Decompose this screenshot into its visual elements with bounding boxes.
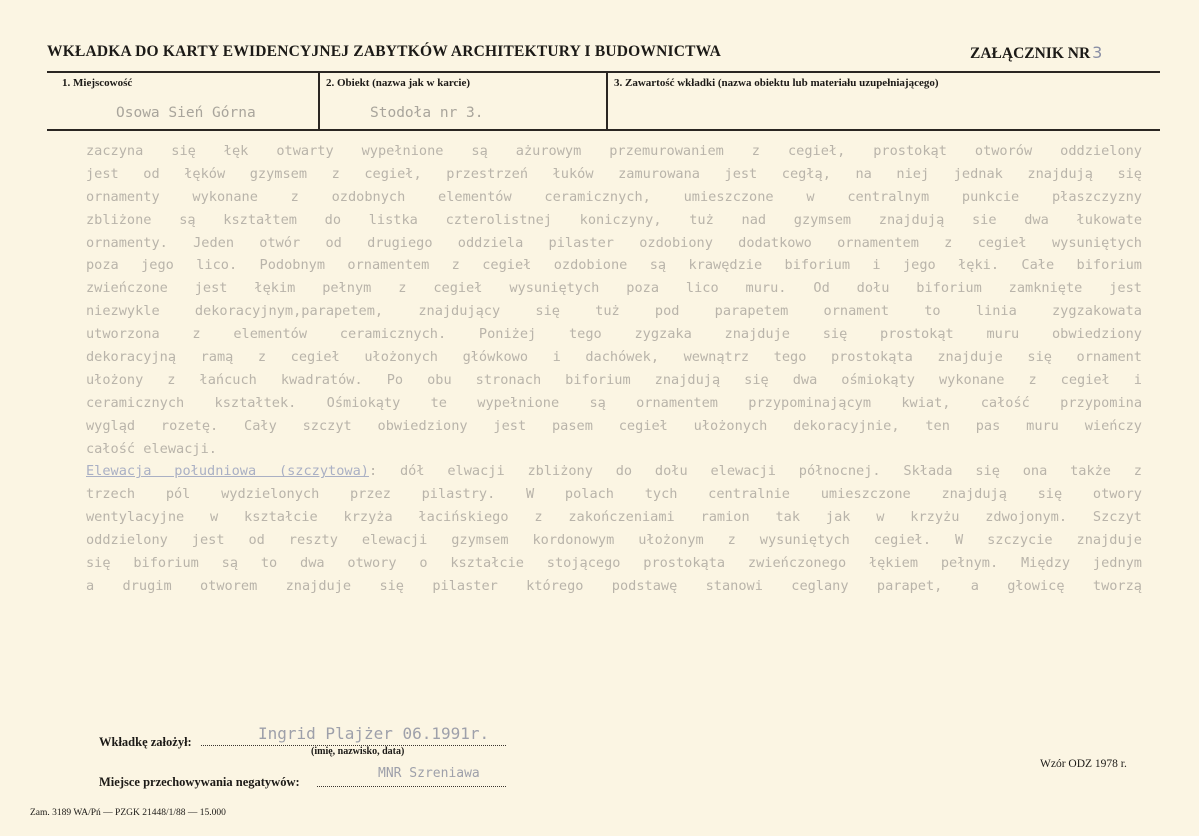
text-line: ceramicznych kształtek. Ośmiokąty te wypełnione są ornamentem przypominającym kwiat, całość przypomina <box>86 394 1142 411</box>
section-heading: Elewacja południowa (szczytowa) <box>86 463 369 480</box>
locality-value: Osowa Sień Górna <box>116 105 256 121</box>
object-value: Stodoła nr 3. <box>370 105 484 121</box>
text-line: ornamenty. Jeden otwór od drugiego oddziela pilaster ozdobiony dodatkowo ornamentem z cegieł wysuniętych <box>86 234 1142 251</box>
text-line: wentylacyjne w kształcie krzyża łacińskiego z zakończeniami ramion tak jak w krzyżu zdwojonym. Szczyt <box>86 509 1142 526</box>
text-line: zbliżone są kształtem do listka czterolistnej koniczyny, tuż nad gzymsem znajdują sie dwa łukowate <box>86 211 1142 228</box>
annex-number <box>970 43 1102 63</box>
text-line: jest od łęków gzymsem z cegieł, przestrzeń łuków zamurowana jest cegłą, na niej jednak znajdują się <box>86 165 1142 182</box>
negatives-value: MNR Szreniawa <box>378 766 480 781</box>
text-line: dekoracyjną ramą z cegieł ułożonych główkowo i dachówek, wewnątrz tego prostokąta znajduje się ornament <box>86 349 1142 366</box>
text-line: oddzielony jest od reszty elewacji gzymsem kordonowym ułożonym z wysuniętych cegieł. W szczycie znajduje <box>86 532 1142 549</box>
section-first-line: : dół elwacji zbliżony do dołu elewacji północnej. Składa się ona także z <box>368 463 1142 480</box>
header-title: WKŁADKA DO KARTY EWIDENCYJNEJ ZABYTKÓW ARCHITEKTURY I BUDOWNICTWA <box>47 43 722 60</box>
text-line: trzech pól wydzielonych przez pilastry. W polach tych centralnie umieszczone znajdują się otwory <box>86 486 1142 503</box>
column-label-object: 2. Obiekt (nazwa jak w karcie) <box>326 77 471 89</box>
author-caption: (imię, nazwisko, data) <box>311 746 405 757</box>
text-line: zaczyna się łęk otwarty wypełnione są ażurowym przemurowaniem z cegieł, prostokąt otworów oddzielony <box>86 143 1142 159</box>
description-text <box>86 140 1142 598</box>
negatives-label: Miejsce przechowywania negatywów: <box>99 775 300 789</box>
text-line-section-start <box>86 460 1142 483</box>
text-line: utworzona z elementów ceramicznych. Poniżej tego zygzaka znajduje się prostokąt muru obwiedziony <box>86 326 1142 343</box>
text-line: ornamenty wykonane z ozdobnych elementów ceramicznych, umieszczone w centralnym punkcie płaszczyzny <box>86 188 1142 205</box>
form-id: Wzór ODZ 1978 r. <box>1040 758 1127 770</box>
author-label: Wkładkę założył: <box>99 735 192 749</box>
text-line: poza jego lico. Podobnym ornamentem z cegieł ozdobione są krawędzie biforium i jego łęki. Całe biforium <box>86 257 1142 274</box>
text-line: się biforium są to dwa otwory o kształcie stojącego prostokąta zwieńczonego łękiem pełnym. Między jednym <box>86 555 1142 572</box>
text-line: a drugim otworem znajduje się pilaster którego podstawę stanowi ceglany parapet, a głowicę tworzą <box>86 577 1142 594</box>
negatives-dotted-line <box>317 786 506 787</box>
column-divider-1 <box>318 72 320 130</box>
text-line: zwieńczone jest łękim pełnym z cegieł wysuniętych poza lico muru. Od dołu biforium zamknięte jest <box>86 280 1142 297</box>
column-divider-2 <box>606 72 608 130</box>
column-label-contents: 3. Zawartość wkładki (nazwa obiektu lub materiału uzupełniającego) <box>614 77 939 89</box>
print-info: Zam. 3189 WA/Pń — PZGK 21448/1/88 — 15.000 <box>30 808 226 818</box>
text-line: niezwykle dekoracyjnym,parapetem, znajdujący się tuż pod parapetem ornament to linia zygzakowata <box>86 303 1142 320</box>
column-label-locality: 1. Miejscowość <box>62 77 133 89</box>
author-value: Ingrid Plajżer 06.1991r. <box>258 724 490 743</box>
text-line: ułożony z łańcuch kwadratów. Po obu stronach biforium znajdują się dwa ośmiokąty wykonane z cegieł i <box>86 371 1142 388</box>
header-rule-top <box>47 71 1160 73</box>
text-line: całość elewacji. <box>86 440 217 457</box>
text-line: wygląd rozetę. Cały szczyt obwiedziony jest pasem cegieł ułożonych dekoracyjnie, ten pas muru wieńczy <box>86 417 1142 434</box>
annex-label: ZAŁĄCZNIK NR <box>970 45 1091 62</box>
annex-number-value: 3 <box>1092 43 1103 62</box>
header-rule-bottom <box>47 129 1160 131</box>
